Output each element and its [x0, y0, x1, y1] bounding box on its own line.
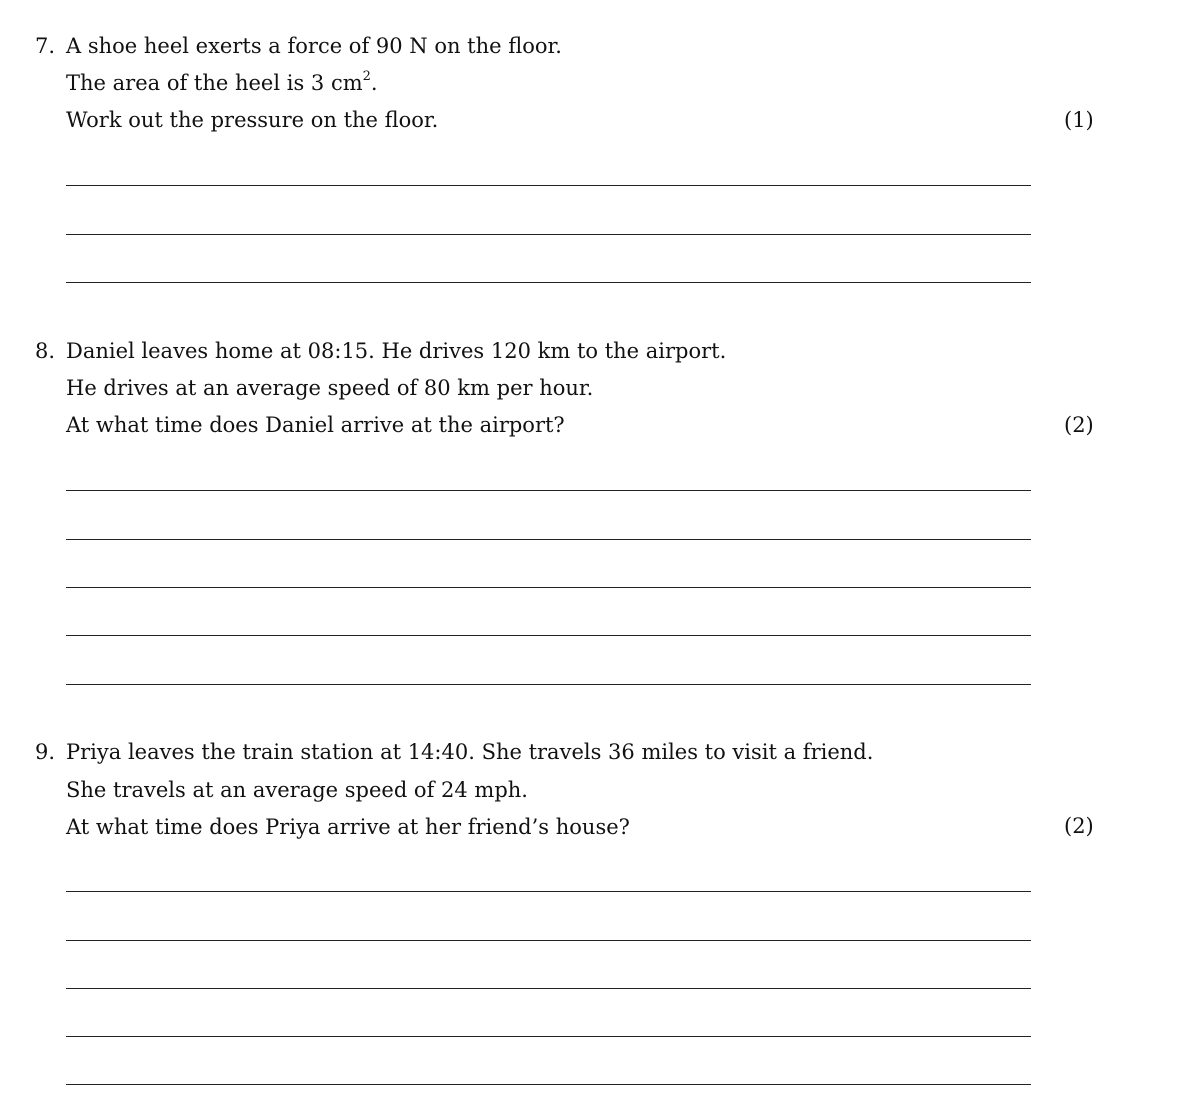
question-number: 7.	[35, 34, 56, 58]
answer-line[interactable]	[66, 635, 1031, 636]
question-number: 9.	[35, 740, 56, 764]
answer-line[interactable]	[66, 587, 1031, 588]
question-line-2: The area of the heel is 3 $cm^2$.	[66, 69, 378, 95]
question-line-3: At what time does Priya arrive at her friend’s house?	[66, 815, 630, 839]
question-line-1: Priya leaves the train station at 14:40. She travels 36 miles to visit a friend.	[66, 740, 874, 764]
answer-line[interactable]	[66, 539, 1031, 540]
answer-line[interactable]	[66, 891, 1031, 892]
question-line-2: He drives at an average speed of 80 km per hour.	[66, 376, 594, 400]
answer-line[interactable]	[66, 490, 1031, 491]
superscript: 2	[362, 69, 371, 84]
answer-line[interactable]	[66, 684, 1031, 685]
marks-label: (2)	[1064, 413, 1094, 437]
answer-line[interactable]	[66, 1084, 1031, 1085]
answer-line[interactable]	[66, 940, 1031, 941]
question-line-3: At what time does Daniel arrive at the airport?	[66, 413, 565, 437]
answer-line[interactable]	[66, 988, 1031, 989]
answer-line[interactable]	[66, 185, 1031, 186]
marks-label: (1)	[1064, 108, 1094, 132]
question-line-1: Daniel leaves home at 08:15. He drives 120 km to the airport.	[66, 339, 727, 363]
answer-line[interactable]	[66, 282, 1031, 283]
question-line-2: She travels at an average speed of 24 mph.	[66, 778, 528, 802]
question-number: 8.	[35, 339, 56, 363]
question-line-3: Work out the pressure on the floor.	[66, 108, 439, 132]
answer-line[interactable]	[66, 234, 1031, 235]
question-line-1: A shoe heel exerts a force of 90 N on the floor.	[66, 34, 562, 58]
answer-line[interactable]	[66, 1036, 1031, 1037]
marks-label: (2)	[1064, 814, 1094, 838]
